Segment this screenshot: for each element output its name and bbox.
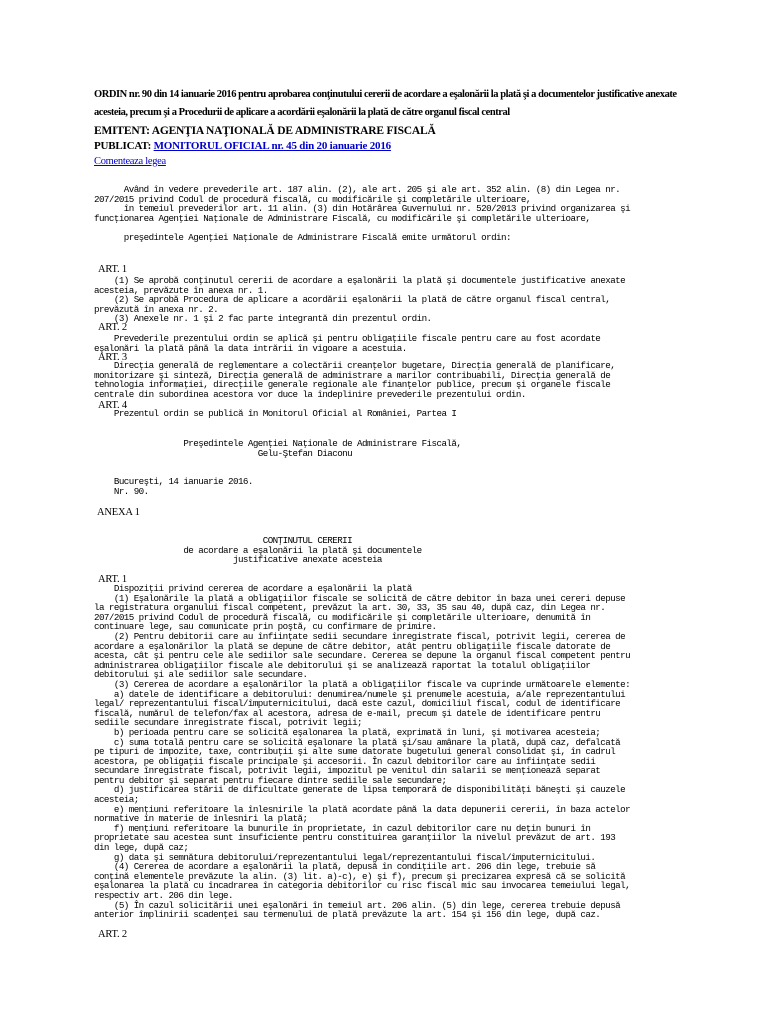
art-2-text: Prevederile prezentului ordin se aplică şi pentru obligaţiile fiscale pentru care au fost acordate eşalonări la plată până la data intrării în vigoare a acestuia. bbox=[94, 333, 601, 354]
art-4-text: Prezentul ordin se publică în Monitorul Oficial al României, Partea I bbox=[94, 408, 457, 419]
art-3-text: Direcţia generală de reglementare a colectării creanţelor bugetare, Direcţia generală de planificare, monitorizare şi sinteză, Direcţia generală de administrare a marilor contribuabili, Direcţia generală de tehnologia informaţiei, direcţiile generale regionale ale finanţelor publice, precum şi organele fiscale centrale din subordinea acestora vor duce la îndeplinire prevederile prezentului ordin. bbox=[94, 360, 616, 400]
order-title-line-1: ORDIN nr. 90 din 14 ianuarie 2016 pentru aprobarea conţinutului cererii de acordare a eşalonării la plată şi a documentelor justificative anexate bbox=[94, 89, 677, 100]
monitorul-oficial-link[interactable]: MONITORUL OFICIAL nr. 45 din 20 ianuarie 2016 bbox=[153, 140, 391, 152]
emitent: EMITENT: AGENŢIA NAŢIONALĂ DE ADMINISTRARE FISCALĂ bbox=[94, 125, 436, 137]
publicat bbox=[94, 140, 391, 152]
art-2-label: ART. 2 bbox=[98, 322, 127, 333]
order-title-line-2: acesteia, precum şi a Procedurii de aplicare a acordării eşalonării la plată de către organul fiscal central bbox=[94, 107, 510, 118]
signature-block: Preşedintele Agenţiei Naţionale de Administrare Fiscală, Gelu-Ştefan Diaconu Bucureşti, 14 ianuarie 2016. Nr. 90. bbox=[113, 438, 462, 497]
art-3-label: ART. 3 bbox=[98, 352, 127, 363]
order-title bbox=[94, 86, 734, 122]
anexa-1-label: ANEXA 1 bbox=[97, 507, 140, 518]
publicat-label: PUBLICAT: bbox=[94, 140, 154, 152]
anexa-art-2-label: ART. 2 bbox=[98, 929, 127, 940]
art-4-label: ART. 4 bbox=[98, 400, 127, 411]
anexa-1-heading: CONŢINUTUL CERERII de acordare a eşalonării la plată şi documentele justificative anexate acesteia bbox=[183, 535, 422, 566]
anexa-art-1-label: ART. 1 bbox=[98, 574, 127, 585]
art-1-label: ART. 1 bbox=[98, 264, 127, 275]
comment-law-link[interactable]: Comenteaza legea bbox=[94, 156, 166, 167]
preamble: Având în vedere prevederile art. 187 alin. (2), ale art. 205 şi ale art. 352 alin. (8) din Legea nr. 207/2015 privind Codul de procedură fiscală, cu modificările şi completările ulterioare, în temeiul prevederilor art. 11 alin. (3) din Hotărârea Guvernului nr. 520/2013 privind organizarea şi funcţionarea Agenţiei Naţionale de Administrare Fiscală, cu modificările şi completările ulterioare, preşedintele Agenţiei Naţionale de Administrare Fiscală emite următorul ordin: bbox=[94, 184, 631, 243]
art-1-text: (1) Se aprobă conţinutul cererii de acordare a eşalonării la plată şi documentele justificative anexate acesteia, prevăzute în anexa nr. 1. (2) Se aprobă Procedura de aplicare a acordării eşalonării la plată de către organul fiscal central, prevăzută în anexa nr. 2. (3) Anexele nr. 1 şi 2 fac parte integrantă din prezentul ordin. bbox=[94, 275, 626, 325]
anexa-art-1-text: Dispoziţii privind cererea de acordare a eşalonării la plată (1) Eşalonările la plată a obligaţiilor fiscale se solicită de către debitor în baza unei cereri depuse la registratura organului fiscal competent, prevăzut la art. 30, 33, 35 sau 40, după caz, din Legea nr. 207/2015 privind Codul de procedură fiscală, cu modificările şi completările ulterioare, denumită în continuare lege, sau comunicate prin poştă, cu confirmare de primire. (2) Pentru debitorii care au înfiinţate sedii secundare înregistrate fiscal, potrivit legii, cererea de acordare a eşalonărilor la plată se depune de către debitor, atât pentru obligaţiile fiscale datorate de acesta, cât şi pentru cele ale sediilor sale secundare. Cererea se depune la organul fiscal competent pentru administrarea obligaţiilor fiscale ale debitorului şi se analizează raportat la totalul obligaţiilor debitorului şi ale sediilor sale secundare. (3) Cererea de acordare a eşalonărilor la plată a obligaţiilor fiscale va cuprinde următoarele elemente: a) datele de identificare a debitorului: denumirea/numele şi prenumele acestuia, a/ale reprezentantului legal/ reprezentantului fiscal/împuternicitului, dacă este cazul, domiciliul fiscal, codul de identificare fiscală, numărul de telefon/fax al acestora, adresa de e-mail, precum şi datele de identificare pentru sediile secundare înregistrate fiscal, potrivit legii; b) perioada pentru care se solicită eşalonarea la plată, exprimată în luni, şi motivarea acesteia; c) suma totală pentru care se solicită eşalonare la plată şi/sau amânare la plată, după caz, defalcată pe tipuri de impozite, taxe, contribuţii şi alte sume datorate bugetului general consolidat şi, în cadrul acestora, pe obligaţii fiscale principale şi accesorii. În cazul debitorilor care au înfiinţate sedii secundare înregistrate fiscal, potrivit legii, impozitul pe venitul din salarii se menţionează separat pentru debitor şi separat pentru fiecare dintre sediile sale secundare; d) justificarea stării de dificultate generate de lipsa temporară de disponibilităţi băneşti şi cauzele acesteia; e) menţiuni referitoare la înlesnirile la plată acordate până la data depunerii cererii, în baza actelor normative în materie de înlesniri la plată; f) menţiuni referitoare la bunurile în proprietate, în cazul debitorilor care nu deţin bunuri în proprietate sau acestea sunt insuficiente pentru constituirea garanţiilor la nivelul prevăzut de art. 193 din lege, după caz; g) data şi semnătura debitorului/reprezentantului legal/reprezentantului fiscal/împuternicitului. (4) Cererea de acordare a eşalonării la plată, depusă în condiţiile art. 206 din lege, trebuie să conţină elementele prevăzute la alin. (3) lit. a)-c), e) şi f), precum şi precizarea expresă că se solicită eşalonarea la plată cu încadrarea în categoria debitorilor cu risc fiscal mic sau invocarea temeiului legal, respectiv art. 206 din lege. (5) În cazul solicitării unei eşalonări în temeiul art. 206 alin. (5) din lege, cererea trebuie depusă anterior împlinirii scadenţei sau termenului de plată prevăzute la art. 154 şi 156 din lege, după caz. bbox=[94, 583, 631, 921]
